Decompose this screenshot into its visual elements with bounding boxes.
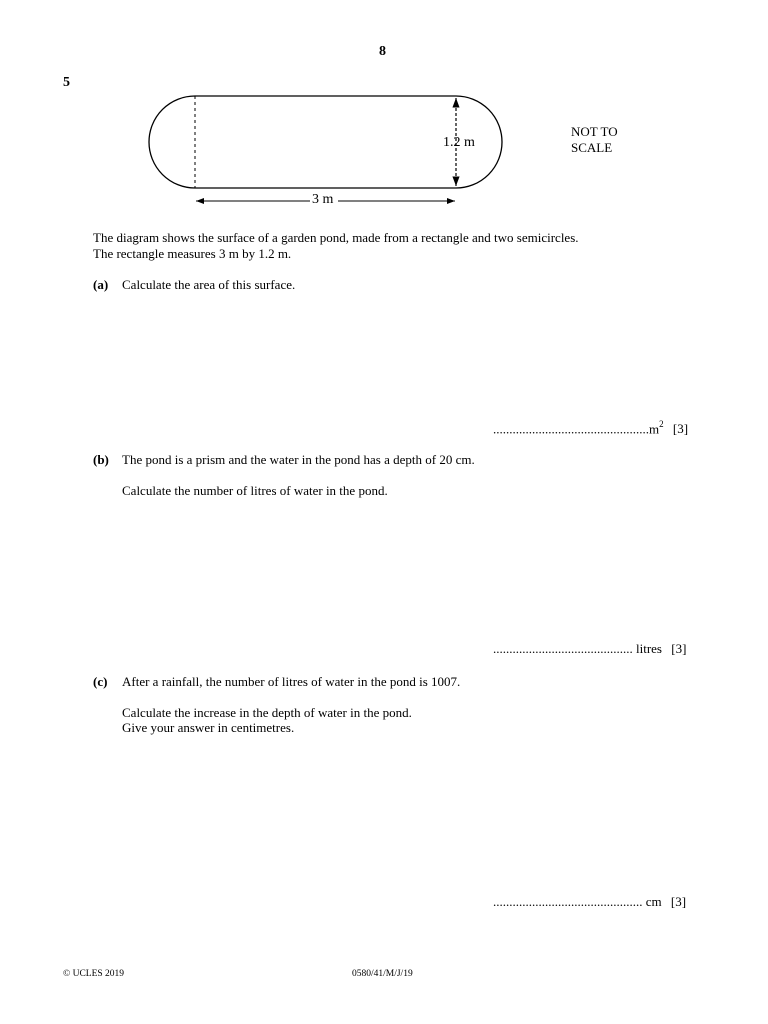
height-label: 1.2 m: [443, 135, 475, 150]
marks: [3]: [671, 641, 687, 656]
answer-unit: cm: [645, 894, 662, 909]
marks: [3]: [672, 421, 689, 437]
answer-dots: ................................................: [493, 421, 649, 437]
part-a-label: (a): [93, 277, 109, 292]
part-c-label: (c): [93, 674, 108, 689]
not-to-scale-line2: SCALE: [571, 140, 613, 155]
intro-line-2: The rectangle measures 3 m by 1.2 m.: [93, 246, 292, 261]
part-b-answer-line[interactable]: [493, 641, 686, 657]
part-b-text-1: The pond is a prism and the water in the pond has a depth of 20 cm.: [122, 452, 475, 467]
unit-superscript: 2: [659, 419, 664, 429]
part-c-text-2: Calculate the increase in the depth of water in the pond.: [122, 705, 412, 720]
answer-unit: litres: [636, 641, 662, 656]
part-c-text-3: Give your answer in centimetres.: [122, 720, 295, 735]
not-to-scale-line1: NOT TO: [571, 124, 618, 139]
part-c-answer-line[interactable]: [493, 894, 686, 910]
intro-line-1: The diagram shows the surface of a garden pond, made from a rectangle and two semicircles.: [93, 230, 579, 245]
pond-diagram: [140, 88, 540, 218]
footer-copyright: © UCLES 2019: [63, 969, 125, 979]
answer-dots: ..............................................: [493, 894, 643, 909]
part-a-text: Calculate the area of this surface.: [122, 277, 296, 292]
marks: [3]: [670, 894, 687, 909]
part-b-label: (b): [93, 452, 109, 467]
question-number: 5: [63, 75, 70, 90]
width-label: 3 m: [312, 192, 334, 207]
part-c-text-1: After a rainfall, the number of litres of water in the pond is 1007.: [122, 674, 461, 689]
part-b-text-2: Calculate the number of litres of water in the pond.: [122, 483, 388, 498]
footer-code: 0580/41/M/J/19: [352, 969, 413, 979]
answer-dots: ...........................................: [493, 641, 633, 656]
page-number: 8: [379, 44, 386, 59]
answer-unit: m: [649, 421, 660, 437]
part-a-answer-line[interactable]: [493, 420, 688, 437]
